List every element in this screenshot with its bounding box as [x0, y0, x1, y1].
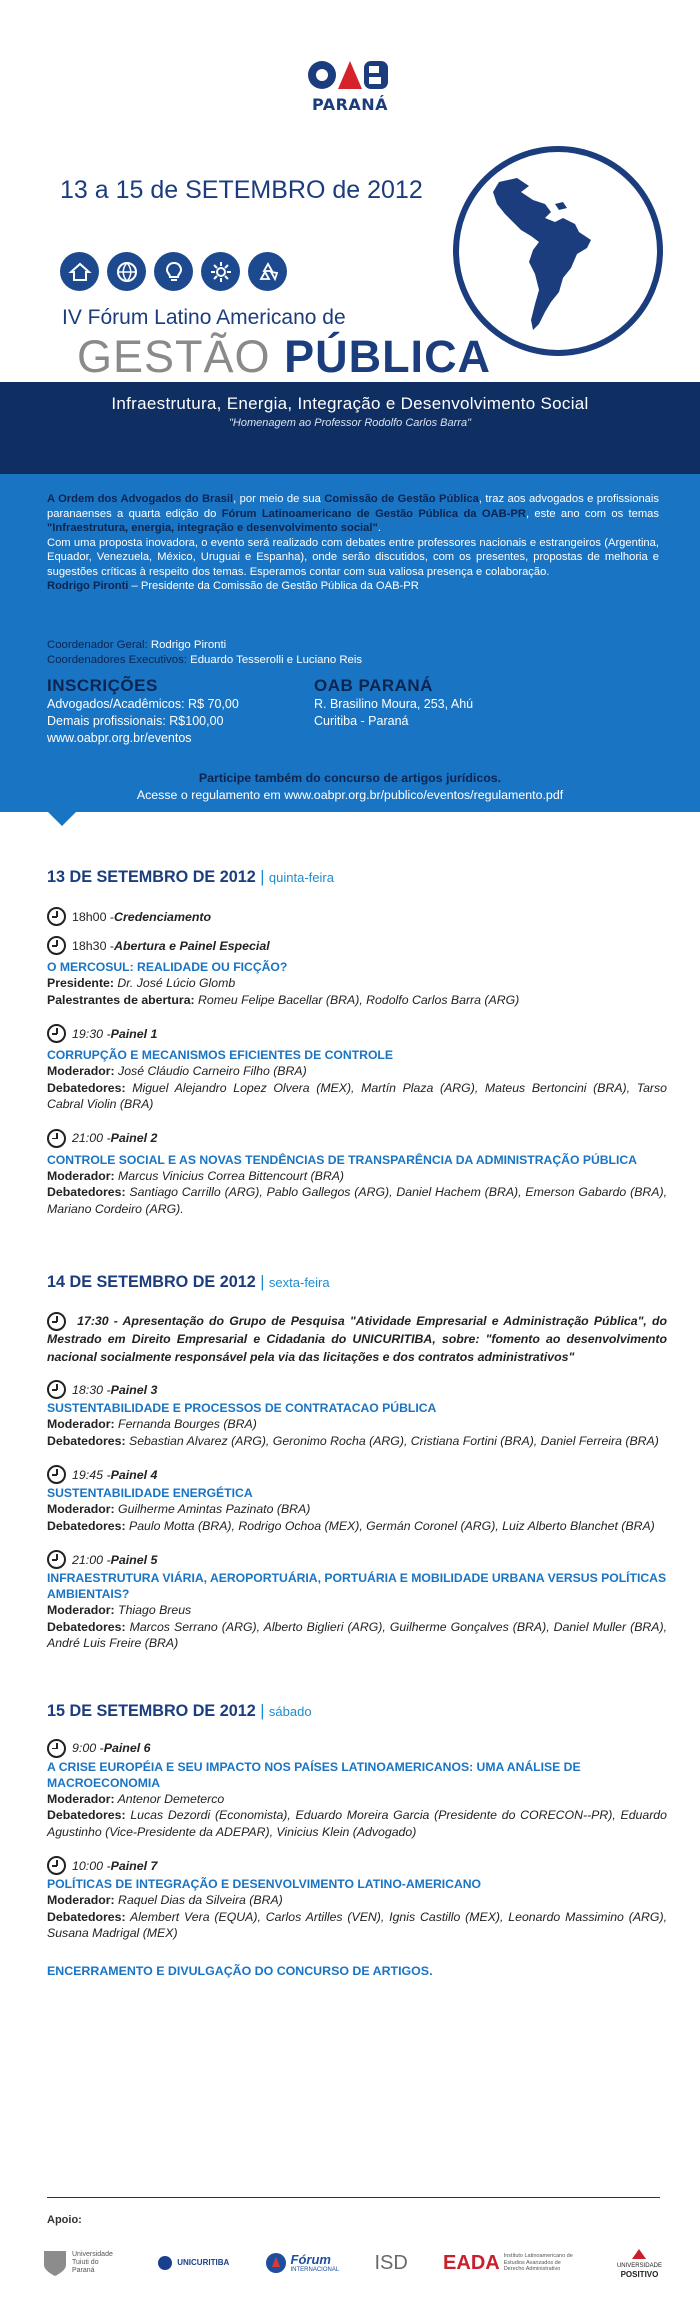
debaters-names: Sebastian Alvarez (ARG), Geronimo Rocha (ARG), Cristiana Fortini (BRA), Daniel Ferreira (BRA) — [125, 1433, 659, 1448]
moderator-label: Moderador: — [47, 1603, 115, 1617]
debaters-label: Debatedores: — [47, 1518, 126, 1533]
intro-commission: Comissão de Gestão Pública — [324, 493, 479, 505]
debaters-label: Debatedores: — [47, 1433, 126, 1448]
event-moderator — [47, 1501, 667, 1518]
sponsor-forum-name: Fórum — [290, 2251, 331, 2267]
event-item — [47, 1380, 667, 1449]
day-2 — [47, 1273, 667, 1652]
time-value: 18h30 - — [72, 938, 115, 953]
moderator-label: Moderador: — [47, 1791, 115, 1806]
contest-title: Participe também do concurso de artigos jurídicos. — [198, 771, 502, 785]
intro-text-2: , traz aos advogados e profissionais paranaenses a quarta edição do — [47, 493, 659, 520]
recycle-icon — [248, 252, 287, 291]
registration-title: INSCRIÇÕES — [47, 676, 158, 695]
homage-subtitle: "Homenagem ao Professor Rodolfo Carlos Barra" — [229, 417, 471, 429]
event-item — [47, 1312, 667, 1366]
intro-oab: A Ordem dos Advogados do Brasil — [47, 493, 234, 505]
theme-title: Infraestrutura, Energia, Integração e Desenvolvimento Social — [111, 394, 589, 413]
event-item — [47, 1024, 667, 1113]
address-title: OAB PARANÁ — [314, 676, 433, 695]
time-value: 9:00 - — [72, 1741, 104, 1755]
contest-link[interactable]: Acesse o regulamento em www.oabpr.org.br/publico/eventos/regulamento.pdf — [136, 788, 564, 802]
event-title: POLÍTICAS DE INTEGRAÇÃO E DESENVOLVIMENTO LATINO-AMERICANO — [47, 1877, 482, 1891]
moderator-name: Marcus Vinicius Correa Bittencourt (BRA) — [114, 1168, 345, 1183]
clock-icon — [47, 1024, 66, 1043]
event-moderator — [47, 1168, 667, 1185]
debaters-label: Debatedores: — [47, 1080, 126, 1095]
coord-exec: Eduardo Tesserolli e Luciano Reis — [186, 654, 363, 666]
gear-icon — [201, 252, 240, 291]
event-title: CORRUPÇÃO E MECANISMOS EFICIENTES DE CONTROLE — [47, 1048, 394, 1062]
sponsor-unicuritiba-name: UNICURITIBA — [177, 2258, 230, 2267]
event-item — [47, 1856, 667, 1942]
coord-general-label: Coordenador Geral: — [47, 639, 148, 651]
event-name: Painel 6 — [103, 1741, 151, 1755]
forum-logo-icon — [265, 2252, 287, 2274]
clock-icon — [47, 1465, 66, 1484]
event-moderator — [47, 1602, 667, 1619]
event-title — [77, 331, 492, 382]
event-debaters — [47, 1909, 667, 1942]
event-time — [47, 1465, 667, 1484]
event-name: Painel 7 — [110, 1858, 158, 1873]
event-name: Painel 2 — [110, 1131, 158, 1145]
sponsor-positivo-name: UNIVERSIDADE — [616, 2263, 662, 2269]
info-section — [0, 474, 700, 812]
oab-logo — [300, 55, 400, 115]
clock-icon — [47, 1380, 66, 1399]
event-time — [47, 1550, 667, 1569]
event-item — [47, 1465, 667, 1534]
event-date: 13 a 15 de SETEMBRO de 2012 — [60, 176, 423, 204]
moderator-label: Moderador: — [47, 1064, 115, 1078]
signature-role: – Presidente da Comissão de Gestão Pública da OAB-PR — [128, 580, 419, 592]
event-time — [47, 1129, 667, 1148]
registration-block — [47, 676, 317, 747]
event-name: Painel 4 — [110, 1467, 158, 1482]
time-value: 10:00 - — [72, 1858, 111, 1873]
day-date: 13 DE SETEMBRO DE 2012 — [47, 868, 256, 886]
theme-band — [0, 382, 700, 474]
event-item — [47, 1739, 667, 1841]
sponsor-eada-name: EADA — [443, 2252, 500, 2274]
event-item — [47, 1550, 667, 1652]
event-moderator — [47, 1892, 667, 1909]
time-value: 18:30 - — [72, 1382, 111, 1397]
speakers-names: Romeu Felipe Bacellar (BRA), Rodolfo Carlos Barra (ARG) — [194, 992, 520, 1007]
theme-icons — [60, 252, 287, 292]
event-title-part1: GESTÃO — [77, 331, 271, 382]
sponsor-isd-name: ISD — [374, 2252, 408, 2274]
event-debaters — [47, 1518, 667, 1535]
event-time — [47, 1739, 667, 1758]
clock-icon — [47, 936, 66, 955]
address-block — [314, 676, 614, 730]
debaters-label: Debatedores: — [47, 1808, 126, 1822]
president-name: Dr. José Lúcio Glomb — [113, 976, 236, 990]
debaters-names: Paulo Motta (BRA), Rodrigo Ochoa (MEX), Germán Coronel (ARG), Luiz Alberto Blanchet (BRA) — [125, 1518, 655, 1533]
event-name: Painel 5 — [110, 1552, 158, 1567]
event-president — [47, 975, 667, 992]
intro-text — [47, 492, 659, 594]
unicuritiba-logo-icon — [157, 2255, 173, 2271]
intro-text-3: , este ano com os temas — [525, 507, 659, 520]
sponsor-positivo-sub: POSITIVO — [620, 2270, 659, 2279]
moderator-label: Moderador: — [47, 1502, 115, 1516]
house-icon — [60, 252, 99, 291]
event-speakers — [47, 992, 667, 1009]
event-item — [47, 936, 667, 1008]
clock-icon — [47, 1129, 66, 1148]
event-name: Abertura e Painel Especial — [114, 938, 270, 953]
day-heading: 13 DE SETEMBRO DE 2012 | quinta-feira — [47, 868, 334, 886]
logo-subtitle: PARANÁ — [311, 95, 389, 114]
oab-logo-mark — [306, 55, 394, 95]
time-value: 19:30 - — [72, 1026, 111, 1041]
president-label: Presidente: — [47, 976, 114, 990]
day-heading: 15 DE SETEMBRO DE 2012 | sábado — [47, 1701, 312, 1720]
support-label: Apoio: — [47, 2214, 82, 2226]
signature-name: Rodrigo Pironti — [47, 580, 129, 592]
day-1 — [47, 868, 667, 1217]
event-time — [47, 1024, 667, 1043]
debaters-label: Debatedores: — [47, 1619, 126, 1634]
moderator-name: José Cláudio Carneiro Filho (BRA) — [114, 1064, 307, 1078]
clock-icon — [47, 1312, 66, 1331]
day-3 — [47, 1702, 667, 1978]
event-name: Painel 1 — [110, 1026, 158, 1041]
event-name: Credenciamento — [114, 909, 212, 924]
debaters-label: Debatedores: — [47, 1185, 126, 1199]
registration-link[interactable]: www.oabpr.org.br/eventos — [47, 731, 192, 745]
event-title: A CRISE EUROPÉIA E SEU IMPACTO NOS PAÍSES LATINOAMERICANOS: UMA ANÁLISE DE MACROECONOMIA — [47, 1759, 581, 1790]
closing-notice: ENCERRAMENTO E DIVULGAÇÃO DO CONCURSO DE ARTIGOS. — [47, 1963, 433, 1978]
lightbulb-icon — [154, 252, 193, 291]
coord-general: Rodrigo Pironti — [147, 639, 227, 651]
event-moderator — [47, 1791, 667, 1808]
footer-divider — [47, 2197, 660, 2198]
event-title-part2: PÚBLICA — [284, 331, 492, 382]
sponsor-isd — [374, 2253, 407, 2273]
forum-edition: IV Fórum Latino Americano de — [62, 306, 346, 329]
tuiuti-shield-icon — [42, 2249, 68, 2277]
speakers-label: Palestrantes de abertura: — [47, 992, 195, 1007]
event-debaters — [47, 1807, 667, 1840]
day-heading: 14 DE SETEMBRO DE 2012 | sexta-feira — [47, 1273, 330, 1291]
day-date: 14 DE SETEMBRO DE 2012 — [47, 1273, 256, 1291]
day-date: 15 DE SETEMBRO DE 2012 — [47, 1701, 256, 1720]
debaters-names: Alembert Vera (EQUA), Carlos Artilles (VEN), Ignis Castillo (MEX), Leonardo Massimino (ARG), Susana Madrigal (MEX) — [47, 1909, 667, 1940]
event-title: SUSTENTABILIDADE ENERGÉTICA — [47, 1486, 253, 1500]
event-title: CONTROLE SOCIAL E AS NOVAS TENDÊNCIAS DE TRANSPARÊNCIA DA ADMINISTRAÇÃO PÚBLICA — [47, 1152, 637, 1167]
moderator-label: Moderador: — [47, 1168, 115, 1183]
event-title: INFRAESTRUTURA VIÁRIA, AEROPORTUÁRIA, PORTUÁRIA E MOBILIDADE URBANA VERSUS POLÍTICAS AMBIENTAIS? — [47, 1571, 667, 1601]
intro-text-1: , por meio de sua — [233, 493, 325, 505]
program — [47, 868, 667, 1978]
event-time — [47, 1380, 667, 1399]
debaters-names: Santiago Carrillo (ARG), Pablo Gallegos (ARG), Daniel Hachem (BRA), Emerson Gabardo (BRA), Mariano Cordeiro (ARG). — [47, 1185, 667, 1216]
time-value: 19:45 - — [72, 1467, 111, 1482]
sponsor-eada — [443, 2253, 582, 2273]
intro-paragraph-2: Com uma proposta inovadora, o evento será realizado com debates entre professores nacionais e estrangeiros (Argentina, Equador, Venezuela, México, Uruguai e Espanha), onde serão discutidos, com os presentes, propostas de melhoria e sugestões críticas à respeito dos temas. Esperamos contar com sua valiosa presença e colaboração. — [47, 536, 659, 578]
moderator-name: Antenor Demeterco — [114, 1791, 225, 1806]
sponsor-forum — [265, 2252, 340, 2274]
sponsor-positivo — [617, 2247, 662, 2279]
clock-icon — [47, 1550, 66, 1569]
moderator-name: Guilherme Amintas Pazinato (BRA) — [114, 1502, 311, 1516]
event-item — [47, 907, 667, 926]
event-item — [47, 1129, 667, 1218]
header — [0, 0, 700, 380]
moderator-label: Moderador: — [47, 1417, 115, 1431]
time-value: 17:30 - — [77, 1313, 123, 1328]
moderator-name: Fernanda Bourges (BRA) — [114, 1417, 257, 1431]
debaters-names: Lucas Dezordi (Economista), Eduardo Moreira Garcia (Presidente do CORECON--PR), Eduardo Agustinho (Vice-Presidente da ADEPAR), Vinicius Klein (Advogado) — [47, 1808, 667, 1839]
event-special — [47, 1312, 667, 1366]
sponsor-eada-sub: Instituto Latinoamericano de Estudios Avanzados de Derecho Administrativo — [503, 2253, 573, 2273]
event-moderator — [47, 1063, 667, 1080]
coord-exec-label: Coordenadores Executivos: — [47, 654, 187, 666]
day-weekday: quinta-feira — [268, 870, 334, 885]
address-street: R. Brasilino Moura, 253, Ahú — [314, 697, 474, 711]
moderator-name: Raquel Dias da Silveira (BRA) — [114, 1893, 283, 1907]
clock-icon — [47, 907, 66, 926]
sponsor-unicuritiba — [157, 2255, 229, 2271]
contest-notice — [0, 770, 700, 804]
event-time — [47, 1856, 667, 1875]
event-time — [47, 907, 667, 926]
intro-forum: Fórum Latinoamericano de Gestão Pública da OAB-PR — [221, 507, 526, 520]
time-value: 18h00 - — [72, 909, 115, 924]
day-weekday: sábado — [268, 1703, 312, 1719]
intro-themes: "Infraestrutura, energia, integração e desenvolvimento social" — [47, 522, 378, 534]
debaters-names: Marcos Serrano (ARG), Alberto Biglieri (ARG), Guilherme Gonçalves (BRA), Daniel Muller (BRA), André Luis Freire (BRA) — [47, 1619, 667, 1650]
time-value: 21:00 - — [72, 1552, 111, 1567]
sponsor-forum-sub: INTERNACIONAL — [290, 2266, 340, 2273]
coordinators — [47, 638, 362, 668]
event-description: Apresentação do Grupo de Pesquisa "Atividade Empresarial e Administração Pública", do Mestrado em Direito Empresarial e Cidadania do UNICURITIBA, sobre: "fomento ao desenvolvimento nacional socialmente responsável pela via das licitações e dos contratos administrativos" — [47, 1313, 667, 1364]
moderator-label: Moderador: — [47, 1893, 115, 1907]
event-title: O MERCOSUL: REALIDADE OU FICÇÃO? — [47, 960, 288, 974]
event-debaters — [47, 1619, 667, 1652]
event-name: Painel 3 — [110, 1382, 158, 1397]
event-debaters — [47, 1080, 667, 1113]
debaters-label: Debatedores: — [47, 1909, 126, 1924]
clock-icon — [47, 1856, 66, 1875]
day-weekday: sexta-feira — [268, 1275, 330, 1290]
event-debaters — [47, 1433, 667, 1450]
latin-america-map-icon — [453, 146, 663, 356]
moderator-name: Thiago Breus — [114, 1603, 192, 1617]
event-time — [47, 936, 667, 955]
positivo-logo-icon — [630, 2247, 648, 2261]
sponsor-tuiuti — [42, 2249, 122, 2277]
registration-price-lawyers: Advogados/Acadêmicos: R$ 70,00 — [47, 697, 239, 711]
event-title: SUSTENTABILIDADE E PROCESSOS DE CONTRATACAO PÚBLICA — [47, 1401, 437, 1415]
sponsor-logos — [42, 2238, 662, 2288]
registration-price-others: Demais profissionais: R$100,00 — [47, 714, 224, 728]
time-value: 21:00 - — [72, 1131, 111, 1145]
section-notch — [48, 812, 76, 826]
sponsor-tuiuti-name: Universidade Tuiuti do Paraná — [72, 2251, 113, 2274]
clock-icon — [47, 1739, 66, 1758]
event-debaters — [47, 1184, 667, 1217]
address-city: Curitiba - Paraná — [314, 714, 409, 728]
intro-text-4: . — [377, 522, 381, 534]
event-moderator — [47, 1416, 667, 1433]
globe-icon — [107, 252, 146, 291]
debaters-names: Miguel Alejandro Lopez Olvera (MEX), Martín Plaza (ARG), Mateus Bertoncini (BRA), Tarso Cabral Violin (BRA) — [47, 1080, 667, 1111]
